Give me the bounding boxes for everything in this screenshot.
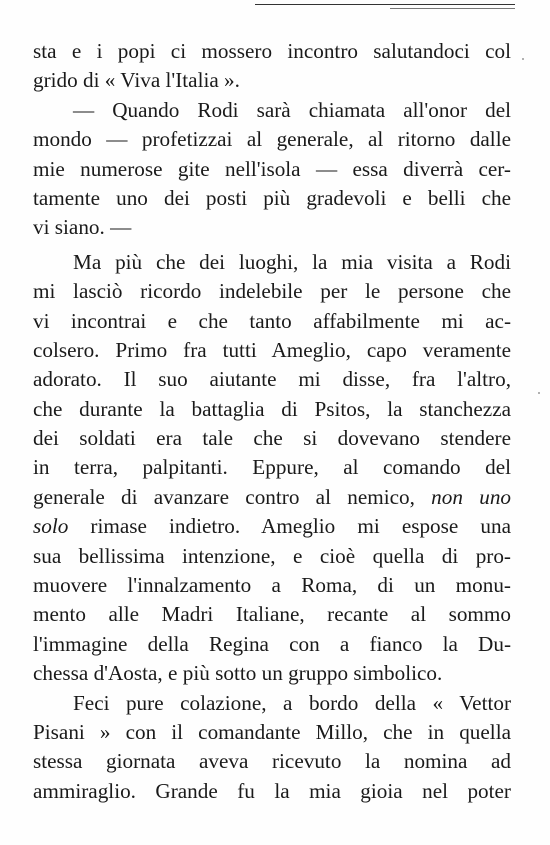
text-line: che durante la battaglia di Psitos, la stanchezza (33, 396, 511, 421)
text-line: chessa d'Aosta, e più sotto un gruppo simbolico. (33, 661, 443, 686)
text-line: adorato. Il suo aiutante mi disse, fra l'altro, (33, 367, 511, 392)
text-line: colsero. Primo fra tutti Ameglio, capo veramente (33, 337, 511, 362)
text-line: — Quando Rodi sarà chiamata all'onor del (73, 97, 511, 122)
text-line-with-italic (33, 512, 511, 541)
paper-speck (538, 392, 540, 394)
text-line: mento alle Madri Italiane, recante al sommo (33, 602, 511, 627)
text-line: l'immagine della Regina con a fianco la Du- (33, 631, 511, 656)
text-line: stessa giornata aveva ricevuto la nomina ad (33, 749, 511, 774)
text-line: in terra, palpitanti. Eppure, al comando del (33, 455, 511, 480)
italic-phrase: solo (33, 514, 69, 539)
text-line: vi siano. — (33, 215, 132, 240)
text-line: Feci pure colazione, a bordo della « Vettor (73, 690, 511, 715)
text-segment: generale di avanzare contro al nemico, (33, 484, 415, 509)
text-line: ammiraglio. Grande fu la mia gioia nel poter (33, 778, 511, 803)
header-rule (255, 4, 515, 5)
header-rule-secondary (390, 8, 515, 9)
text-line: Ma più che dei luoghi, la mia visita a Rodi (73, 249, 511, 274)
italic-phrase: non uno (431, 484, 511, 509)
text-segment: rimase indietro. Ameglio mi espose una (90, 514, 511, 539)
text-line: mi lasciò ricordo indelebile per le persone che (33, 279, 511, 304)
paper-speck (522, 58, 524, 60)
body-text (33, 37, 511, 806)
text-line-with-italic (33, 483, 511, 512)
text-line: tamente uno dei posti più gradevoli e belli che (33, 185, 511, 210)
text-line: grido di « Viva l'Italia ». (33, 68, 240, 93)
text-line: muovere l'innalzamento a Roma, di un monu- (33, 573, 511, 598)
text-line: vi incontrai e che tanto affabilmente mi ac- (33, 308, 511, 333)
text-line: sua bellissima intenzione, e cioè quella di pro- (33, 543, 511, 568)
text-line: Pisani » con il comandante Millo, che in quella (33, 719, 511, 744)
text-line: mondo — profetizzai al generale, al ritorno dalle (33, 127, 511, 152)
text-line: sta e i popi ci mossero incontro salutandoci col (33, 39, 511, 63)
text-line: mie numerose gite nell'isola — essa diverrà cer- (33, 156, 511, 181)
text-line: dei soldati era tale che si dovevano stendere (33, 426, 511, 451)
